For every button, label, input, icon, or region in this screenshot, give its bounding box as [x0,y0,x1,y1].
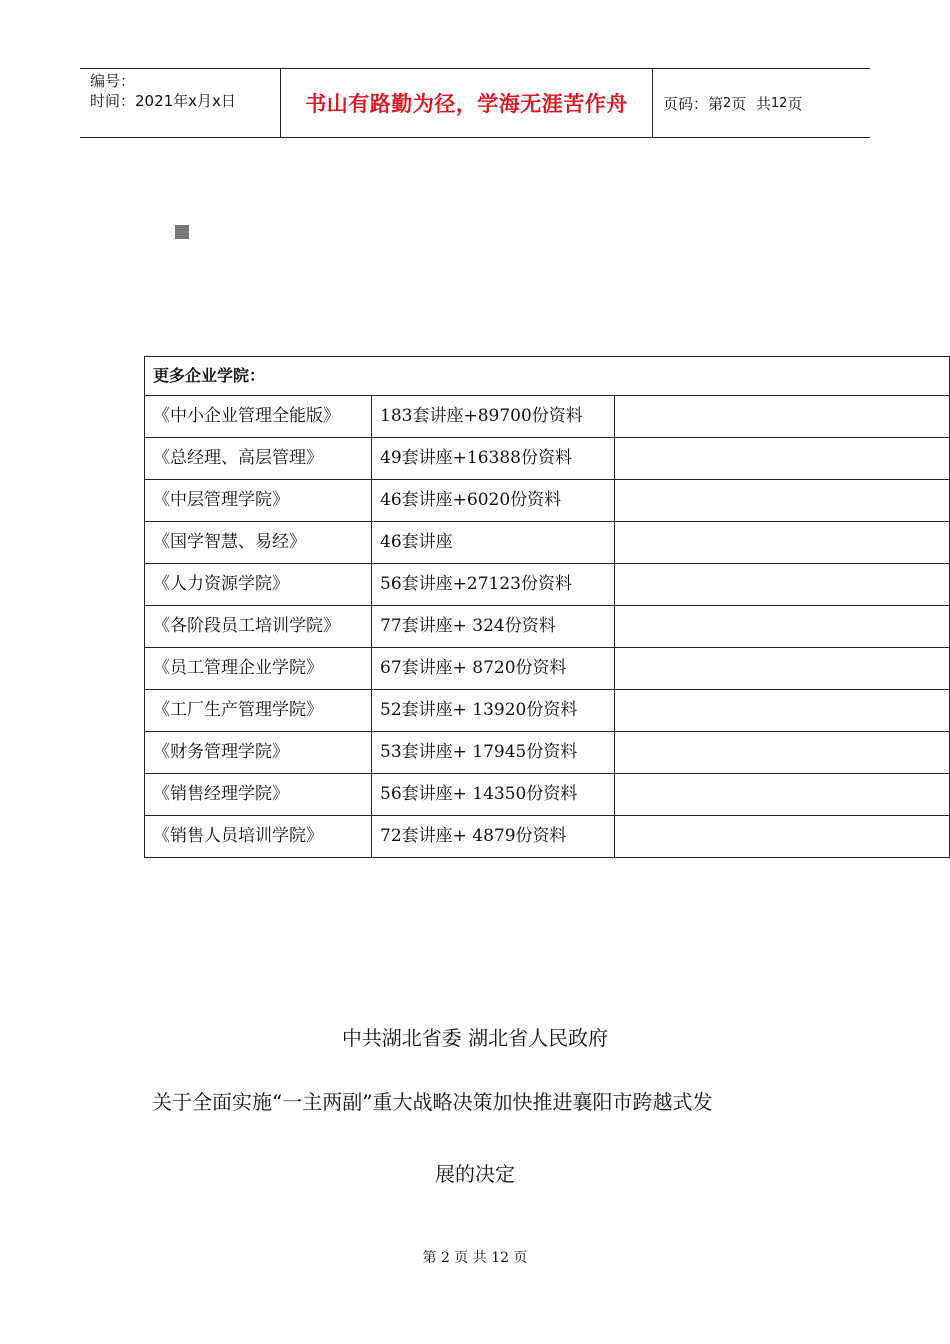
course-detail-cell: 53套讲座+ 17945份资料 [372,732,615,774]
page-mid: 页 共 [731,94,771,113]
table-row [145,732,950,774]
course-name-cell: 《中小企业管理全能版》 [145,396,372,438]
course-name-cell: 《员工管理企业学院》 [145,648,372,690]
empty-cell [615,564,950,606]
course-detail-cell: 56套讲座+ 14350份资料 [372,774,615,816]
code-label: 编号： [90,72,136,90]
course-name-cell: 《工厂生产管理学院》 [145,690,372,732]
page-footer: 第 2 页 共 12 页 [422,1250,528,1266]
issuer-title: 中共湖北省委 湖北省人民政府 [341,1026,609,1050]
course-detail-cell: 67套讲座+ 8720份资料 [372,648,615,690]
course-detail-cell: 46套讲座+6020份资料 [372,480,615,522]
course-detail-cell: 72套讲座+ 4879份资料 [372,816,615,858]
course-name-cell: 《总经理、高层管理》 [145,438,372,480]
table-row [145,690,950,732]
course-name-cell: 《各阶段员工培训学院》 [145,606,372,648]
empty-cell [615,774,950,816]
document-title-line1: 关于全面实施“一主两副”重大战略决策加快推进襄阳市跨越式发 [152,1090,713,1114]
course-name-cell: 《销售经理学院》 [145,774,372,816]
empty-cell [615,648,950,690]
table-row [145,438,950,480]
document-title-line2: 展的决定 [435,1162,515,1186]
table-row [145,816,950,858]
bullet-square [175,225,189,239]
course-name-cell: 《国学智慧、易经》 [145,522,372,564]
course-name-cell: 《中层管理学院》 [145,480,372,522]
empty-cell [615,690,950,732]
table-heading: 更多企业学院： [145,357,950,396]
table-row [145,396,950,438]
table-row [145,606,950,648]
empty-cell [615,522,950,564]
course-name-cell: 《人力资源学院》 [145,564,372,606]
empty-cell [615,816,950,858]
course-name-cell: 《销售人员培训学院》 [145,816,372,858]
table-heading-row [145,357,950,396]
course-detail-cell: 49套讲座+16388份资料 [372,438,615,480]
course-name-cell: 《财务管理学院》 [145,732,372,774]
empty-cell [615,438,950,480]
table-row [145,480,950,522]
document-header [80,68,870,138]
course-table [144,356,950,858]
table-row [145,648,950,690]
header-motto: 书山有路勤为径，学海无涯苦作舟 [281,69,653,137]
table-row [145,522,950,564]
time-label: 时间：2021年x月x日 [90,92,236,110]
header-meta [80,69,281,137]
empty-cell [615,480,950,522]
empty-cell [615,732,950,774]
course-detail-cell: 46套讲座 [372,522,615,564]
table-row [145,564,950,606]
course-detail-cell: 56套讲座+27123份资料 [372,564,615,606]
page-prefix: 页码：第 [663,94,724,113]
page-total: 12 [770,95,788,111]
page-suffix: 页 [787,94,803,113]
course-detail-cell: 183套讲座+89700份资料 [372,396,615,438]
course-detail-cell: 77套讲座+ 324份资料 [372,606,615,648]
table-row [145,774,950,816]
header-page-number [653,69,870,137]
empty-cell [615,396,950,438]
course-detail-cell: 52套讲座+ 13920份资料 [372,690,615,732]
page-current: 2 [723,95,732,111]
empty-cell [615,606,950,648]
